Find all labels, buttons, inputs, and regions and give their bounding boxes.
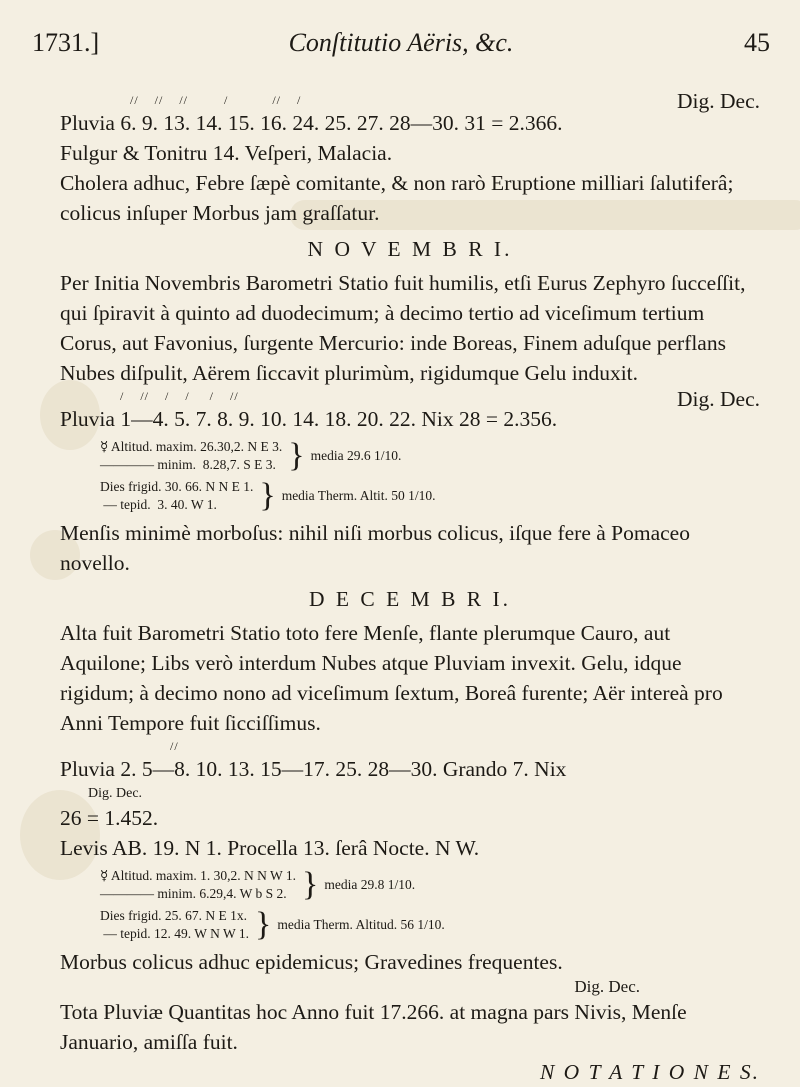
december-heading: D E C E M B R I.: [308, 587, 512, 611]
page-number: 45: [744, 28, 770, 57]
dig-dec-label: Dig. Dec.: [88, 786, 143, 801]
november-heading: N O V E M B R I.: [307, 237, 513, 261]
rain-marks: // // // / // /: [130, 93, 302, 107]
rain-total-december: 26 = 1.452.: [60, 806, 159, 830]
barometer-table-december: ☿ Altitud. maxim. 1. 30,2. N N W 1. ———— minim. 6.29,4. W b S 2. } media 29.8 1/10.: [100, 866, 416, 903]
rain-marks-november: / // / / / //: [120, 389, 239, 403]
rain-line-november: Pluvia 1—4. 5. 7. 8. 9. 10. 14. 18. 20. 22. Nix 28 = 2.356. Dig. Dec.: [60, 387, 760, 431]
running-header: [32, 28, 770, 68]
year: 1731.]: [32, 28, 100, 57]
storm-line: Levis AB. 19. N 1. Procella 13. ſerâ Nocte. N W.: [60, 836, 480, 860]
rain-line-december: Pluvia 2. 5—8. 10. 13. 15—17. 25. 28—30. Grando 7. Nix: [60, 757, 567, 781]
rain-line-october: Pluvia 6. 9. 13. 14. 15. 16. 24. 25. 27. 28—30. 31 = 2.366. Dig. Dec.: [60, 89, 760, 135]
december-disease: Morbus colicus adhuc epidemicus; Gravedines frequentes.: [60, 950, 563, 974]
thermometer-table-december: Dies frigid. 25. 67. N E 1x. — tepid. 12. 49. W N W 1. } media Therm. Altitud. 56 1/10.: [100, 906, 445, 943]
dig-dec-label-2: Dig. Dec.: [574, 977, 640, 996]
thunder-line: Fulgur & Tonitru 14. Veſperi, Malacia.: [60, 141, 393, 165]
disease-paragraph: Cholera adhuc, Febre ſæpè comitante, & non rarò Eruptione milliari ſalutiferâ; colicus inſuper Morbus jam graſſatur.: [60, 171, 734, 225]
running-title: Conſtitutio Aëris, &c.: [288, 28, 514, 57]
barometer-table-november: ☿ Altitud. maxim. 26.30,2. N E 3. ———— minim. 8.28,7. S E 3. } media 29.6 1/10.: [100, 437, 402, 474]
next-section-heading: N O T A T I O N E S.: [539, 1060, 760, 1084]
thermometer-table-november: Dies frigid. 30. 66. N N E 1. — tepid. 3. 40. W 1. } media Therm. Altit. 50 1/10.: [100, 477, 436, 514]
annual-total: Tota Pluviæ Quantitas hoc Anno fuit 17.266. at magna pars Nivis, Menſe Januario, amiſſa fuit.: [60, 1000, 687, 1054]
december-paragraph: Alta fuit Barometri Statio toto fere Menſe, flante plerumque Cauro, aut Aquilone; Libs verò interdum Nubes atque Pluviam invexit. Gelu, idque rigidum; à decimo nono ad viceſimum ſextum, Boreâ furente; Aër intereà pro Anni Tempore fuit ſicciſſimus.: [60, 621, 723, 735]
november-paragraph: Per Initia Novembris Barometri Statio fuit humilis, etſi Eurus Zephyro ſucceſſit, qui ſpiravit à quinto ad duodecimum; à decimo tertio ad viceſimum tertium Corus, aut Favonius, ſurgente Mercurio: inde Boreas, Finem aduſque perflans Nubes diſpulit, Aërem ſiccavit plurimùm, rigidumque Gelu induxit.: [60, 271, 746, 385]
rain-marks-december: //: [170, 739, 179, 753]
page-body: [60, 89, 760, 1087]
november-disease: Menſis minimè morboſus: nihil niſi morbus colicus, iſque fere à Pomaceo novello.: [60, 521, 690, 575]
